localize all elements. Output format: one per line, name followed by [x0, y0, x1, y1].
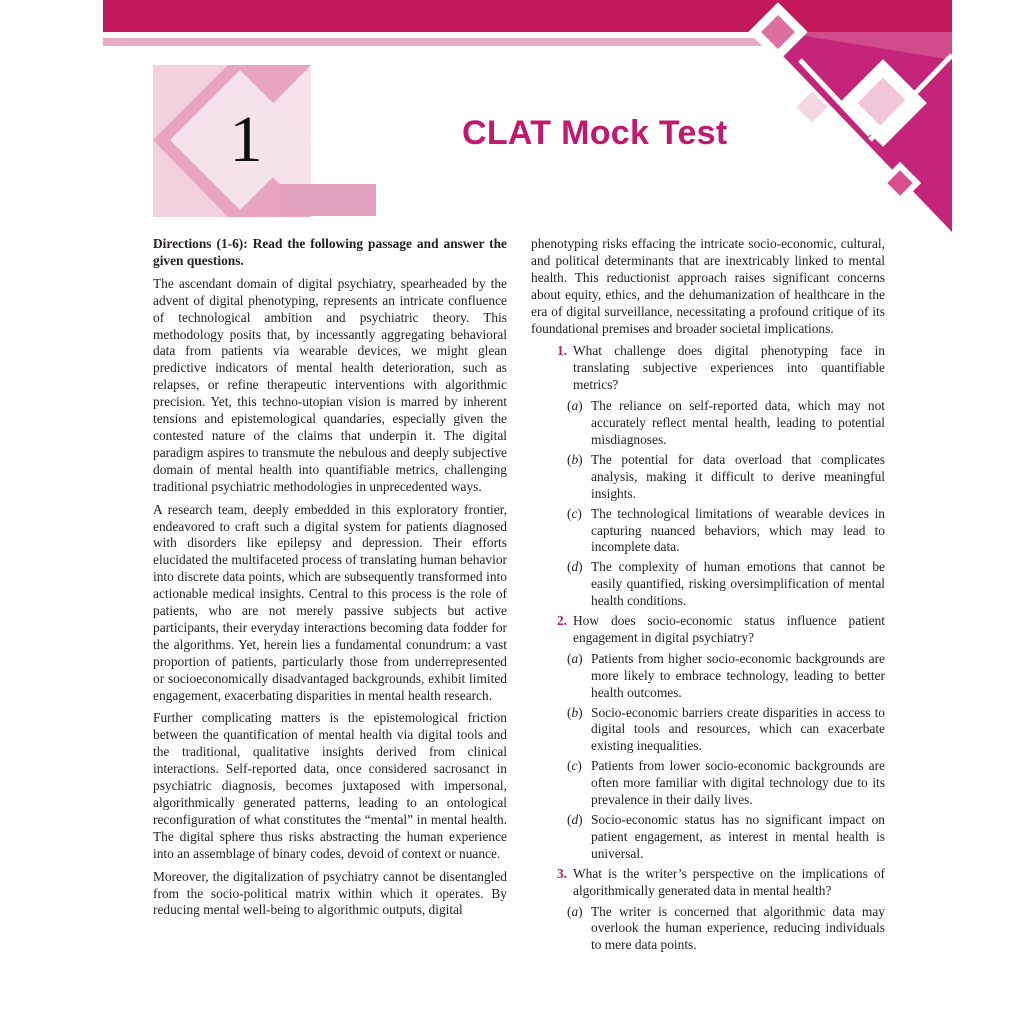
- option-text: The writer is concerned that algorithmic data may overlook the human experience, reducing individuals to mere data points.: [591, 903, 885, 953]
- chapter-number: 1: [229, 103, 263, 176]
- page-title: CLAT Mock Test: [462, 114, 728, 152]
- question-number: 1.: [556, 343, 567, 359]
- question-1: [531, 343, 885, 610]
- option: (c) The technological limitations of wearable devices in capturing nuanced behaviors, which may lead to incomplete data.: [567, 505, 885, 555]
- option-label: c: [571, 505, 578, 521]
- question-text: What is the writer’s perspective on the implications of algorithmically generated data in mental health?: [573, 865, 885, 898]
- option-text: The potential for data overload that complicates analysis, making it difficult to derive meaningful insights.: [591, 451, 885, 501]
- option-label: b: [571, 451, 579, 467]
- option: (c) Patients from lower socio-economic backgrounds are often more familiar with digital technology due to its prevalence in their daily lives.: [567, 758, 885, 808]
- option-text: The technological limitations of wearable devices in capturing nuanced behaviors, which may lead to incomplete data.: [591, 505, 885, 555]
- question-text: What challenge does digital phenotyping face in translating subjective experiences into quantifiable metrics?: [573, 343, 885, 393]
- option-label: a: [571, 398, 579, 414]
- option-text: Socio-economic status has no significant impact on patient engagement, as interest in mental health is universal.: [591, 812, 885, 861]
- passage-paragraph-4: Moreover, the digitalization of psychiatry cannot be disentangled from the socio-political matrix within which it operates. By reducing mental well-being to algorithmic outputs, digital: [153, 868, 507, 918]
- option-text: Patients from lower socio-economic backgrounds are often more familiar with digital technology due to its prevalence in their daily lives.: [591, 758, 885, 808]
- option-label: a: [571, 903, 579, 919]
- question-text: How does socio-economic status influence patient engagement in digital psychiatry?: [573, 613, 885, 645]
- left-column: [153, 236, 507, 925]
- option: (a) The reliance on self-reported data, which may not accurately reflect mental health, leading to potential misdiagnoses.: [567, 398, 885, 447]
- question-number: 2.: [556, 613, 567, 629]
- right-column: [531, 236, 885, 957]
- option-label: b: [571, 704, 579, 720]
- question-2: [531, 613, 885, 863]
- passage-continued: phenotyping risks effacing the intricate socio-economic, cultural, and political determinants that are inextricably linked to mental health. This reductionist approach raises significant concerns about equity, ethics, and the dehumanization of healthcare in the era of digital surveillance, necessitating a profound critique of its foundational premises and broader societal implications.: [531, 236, 885, 336]
- question-number: 3.: [556, 865, 567, 881]
- option: (b) Socio-economic barriers create disparities in access to digital tools and resources, which can exacerbate existing inequalities.: [567, 704, 885, 754]
- option: (a) Patients from higher socio-economic backgrounds are more likely to embrace technology, leading to better health outcomes.: [567, 650, 885, 700]
- option-text: Socio-economic barriers create disparities in access to digital tools and resources, which can exacerbate existing inequalities.: [591, 704, 885, 754]
- option-text: Patients from higher socio-economic backgrounds are more likely to embrace technology, leading to better health outcomes.: [591, 650, 885, 700]
- option: (d) Socio-economic status has no significant impact on patient engagement, as interest in mental health is universal.: [567, 812, 885, 861]
- option: (d) The complexity of human emotions that cannot be easily quantified, risking oversimplification of mental health conditions.: [567, 559, 885, 609]
- passage-paragraph-2: A research team, deeply embedded in this exploratory frontier, endeavored to craft such a digital system for patients diagnosed with disorders like epilepsy and depression. Their efforts elucidated the multifaceted process of translating human behavior into discrete data points, which are subsequently transformed into actionable medical insights. Central to this process is the role of patients, who are not merely passive subjects but active participants, their everyday interactions becoming data fodder for the algorithms. Yet, herein lies a fundamental conundrum: a vast proportion of patients, particularly those from underrepresented or socioeconomically disadvantaged backgrounds, exhibit limited engagement, exacerbating disparities in mental health research.: [153, 501, 507, 703]
- option-label: d: [571, 812, 579, 827]
- chapter-tab: [280, 184, 376, 216]
- option: (a) The writer is concerned that algorithmic data may overlook the human experience, reducing individuals to mere data points.: [567, 903, 885, 953]
- corner-triangle: [760, 32, 952, 232]
- passage-paragraph-1: The ascendant domain of digital psychiatry, spearheaded by the advent of digital phenotyping, represents an intricate confluence of technological ambition and psychiatric theory. This methodology posits that, by incessantly aggregating behavioral data from patients via wearable devices, we might glean predictive indicators of mental health deterioration, such as relapses, or refine therapeutic interventions with algorithmic precision. Yet, this techno-utopian vision is marred by inherent tensions and epistemological quandaries, especially given the contested nature of the claims that underpin it. The digital paradigm aspires to transmute the nebulous and deeply subjective domain of mental health into quantifiable metrics, challenging traditional psychiatric methodologies in unprecedented ways.: [153, 275, 507, 494]
- option-label: a: [571, 650, 579, 666]
- option-label: c: [571, 758, 578, 774]
- directions: Directions (1-6): Read the following passage and answer the given questions.: [153, 236, 507, 268]
- option-text: The complexity of human emotions that cannot be easily quantified, risking oversimplification of mental health conditions.: [591, 559, 885, 609]
- question-3: [531, 866, 885, 955]
- option: (b) The potential for data overload that complicates analysis, making it difficult to derive meaningful insights.: [567, 451, 885, 501]
- option-text: The reliance on self-reported data, which may not accurately reflect mental health, leading to potential misdiagnoses.: [591, 398, 885, 447]
- option-label: d: [571, 559, 579, 575]
- passage-paragraph-3: Further complicating matters is the epistemological friction between the quantification of mental health via digital tools and the traditional, qualitative insights derived from clinical interactions. Self-reported data, once considered sacrosanct in psychiatric diagnosis, becomes juxtaposed with impersonal, algorithmically generated patterns, leading to an ontological reconfiguration of what constitutes the “mental” in mental health. The digital sphere thus risks abstracting the human experience into an assemblage of binary codes, devoid of context or nuance.: [153, 710, 507, 861]
